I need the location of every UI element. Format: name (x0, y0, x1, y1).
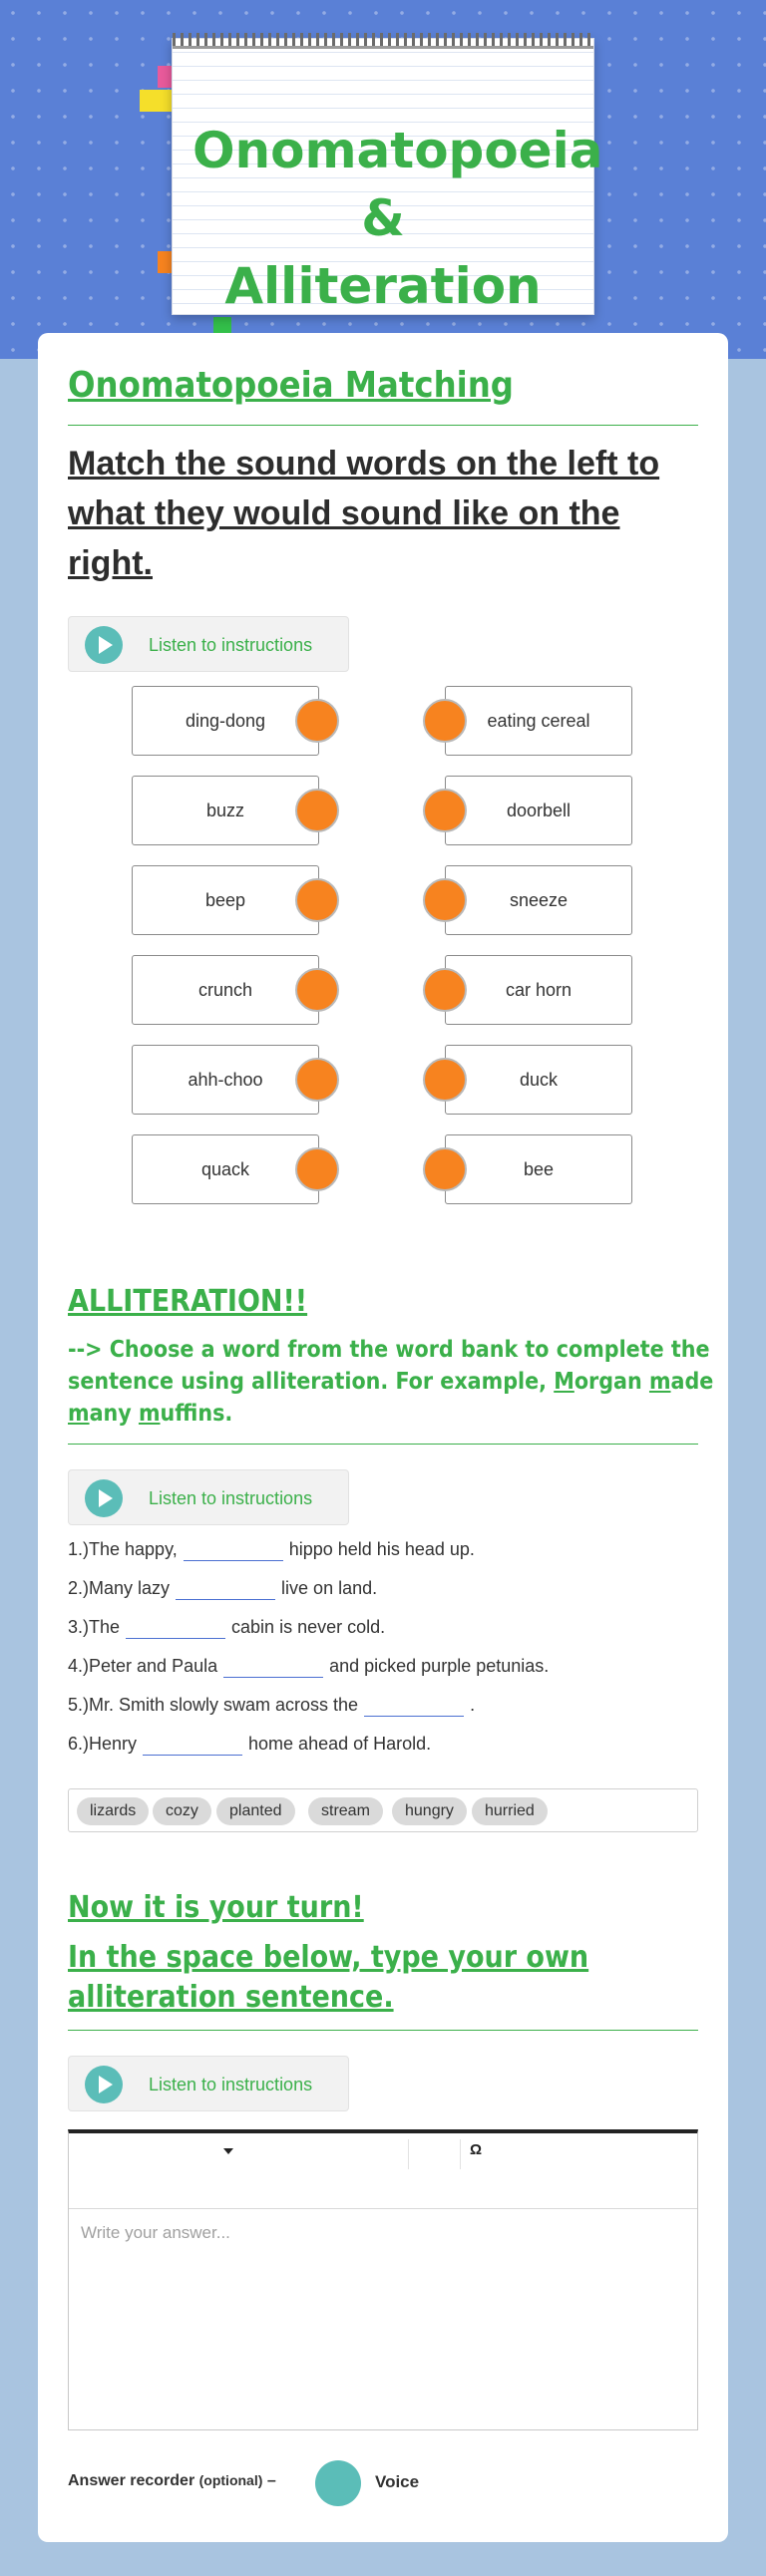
match-right-item[interactable]: car horn (445, 955, 632, 1025)
ex-word: uffins. (160, 1401, 233, 1427)
word-bank-chip[interactable]: stream (308, 1797, 383, 1825)
match-connector-dot[interactable] (295, 699, 339, 743)
answer-editor (68, 2129, 698, 2430)
record-voice-button[interactable] (315, 2460, 361, 2506)
sentence-start: 5.)Mr. Smith slowly swam across the (68, 1695, 359, 1715)
match-connector-dot[interactable] (295, 1058, 339, 1102)
caret-down-icon (223, 2148, 233, 2154)
sentence-row (68, 1539, 475, 1561)
match-connector-dot[interactable] (295, 1147, 339, 1191)
match-connector-dot[interactable] (423, 699, 467, 743)
title-line-2: Alliteration (224, 257, 542, 315)
sentence-start: 2.)Many lazy (68, 1578, 171, 1598)
fill-in-blank[interactable] (184, 1539, 283, 1561)
play-icon (85, 626, 123, 664)
sentence-row (68, 1617, 385, 1639)
sentence-start: 1.)The happy, (68, 1539, 178, 1559)
special-character-button[interactable]: Ω (470, 2141, 483, 2158)
alliteration-instructions (68, 1334, 716, 1430)
your-turn-heading: Now it is your turn! (68, 1890, 364, 1925)
alliteration-heading: ALLITERATION!! (68, 1284, 308, 1319)
recorder-optional: (optional) (198, 2472, 263, 2488)
sentence-start: 3.)The (68, 1617, 121, 1637)
ex-word: organ (574, 1369, 642, 1395)
listen-instructions-button[interactable] (68, 2056, 349, 2111)
ex-word: ade (670, 1369, 714, 1395)
section-divider (68, 2030, 698, 2031)
ex-letter: M (554, 1369, 574, 1395)
ex-letter: m (648, 1369, 671, 1395)
sentence-row (68, 1734, 431, 1756)
match-right-item[interactable]: bee (445, 1134, 632, 1204)
play-icon (85, 1479, 123, 1517)
match-right-item[interactable]: sneeze (445, 865, 632, 935)
section-divider (68, 1444, 698, 1445)
answer-recorder (68, 2456, 467, 2506)
worksheet-card (38, 333, 728, 2542)
toolbar-separator (460, 2139, 461, 2169)
notepad-tab-yellow (140, 90, 176, 112)
fill-in-blank[interactable] (223, 1656, 323, 1678)
format-dropdown[interactable] (69, 2133, 408, 2169)
match-connector-dot[interactable] (423, 789, 467, 832)
sentence-start: 4.)Peter and Paula (68, 1656, 218, 1676)
header-banner (0, 0, 766, 359)
sentence-row (68, 1578, 377, 1600)
word-bank-chip[interactable]: planted (216, 1797, 295, 1825)
listen-instructions-button[interactable] (68, 1469, 349, 1525)
match-connector-dot[interactable] (295, 968, 339, 1012)
section-divider (68, 425, 698, 426)
fill-in-blank[interactable] (143, 1734, 242, 1756)
toolbar-separator (408, 2139, 409, 2169)
match-connector-dot[interactable] (423, 968, 467, 1012)
fill-in-blank[interactable] (176, 1578, 275, 1600)
sentence-end: cabin is never cold. (231, 1617, 386, 1637)
sentence-row (68, 1656, 549, 1678)
sentence-end: home ahead of Harold. (248, 1734, 432, 1754)
recorder-label-text: Answer recorder (68, 2472, 195, 2489)
instr-text: --> Choose a word from the word bank to complete the sentence using alliteration. For example, (68, 1337, 710, 1395)
listen-label: Listen to instructions (149, 635, 313, 655)
sentence-end: hippo held his head up. (288, 1539, 475, 1559)
voice-label: Voice (375, 2472, 420, 2491)
listen-label: Listen to instructions (149, 1488, 313, 1508)
word-bank-chip[interactable]: hungry (392, 1797, 467, 1825)
word-bank (68, 1788, 698, 1832)
match-connector-dot[interactable] (295, 789, 339, 832)
match-left-item[interactable]: quack (132, 1134, 319, 1204)
fill-in-blank[interactable] (364, 1695, 464, 1717)
sentence-end: and picked purple petunias. (329, 1656, 550, 1676)
ex-letter: m (138, 1401, 161, 1427)
answer-textarea[interactable]: Write your answer... (81, 2223, 230, 2242)
your-turn-instructions: In the space below, type your own alliteration sentence. (68, 1940, 589, 2015)
matching-prompt: Match the sound words on the left to what they would sound like on the right. (68, 445, 660, 582)
match-right-item[interactable]: eating cereal (445, 686, 632, 756)
ex-letter: m (68, 1401, 90, 1427)
match-left-item[interactable]: beep (132, 865, 319, 935)
match-connector-dot[interactable] (295, 878, 339, 922)
match-left-item[interactable]: ahh-choo (132, 1045, 319, 1115)
match-left-item[interactable]: crunch (132, 955, 319, 1025)
recorder-dash: – (266, 2472, 276, 2489)
onomatopoeia-heading: Onomatopoeia Matching (68, 365, 514, 406)
sentence-row (68, 1695, 475, 1717)
play-icon (85, 2066, 123, 2103)
match-right-item[interactable]: doorbell (445, 776, 632, 845)
match-left-item[interactable]: ding-dong (132, 686, 319, 756)
recorder-label (68, 2472, 276, 2490)
listen-label: Listen to instructions (149, 2075, 313, 2094)
match-left-item[interactable]: buzz (132, 776, 319, 845)
match-connector-dot[interactable] (423, 1147, 467, 1191)
notepad-graphic (172, 38, 603, 315)
sentence-end: . (470, 1695, 476, 1715)
word-bank-chip[interactable]: cozy (153, 1797, 211, 1825)
ex-word: any (89, 1401, 132, 1427)
fill-in-blank[interactable] (126, 1617, 225, 1639)
match-connector-dot[interactable] (423, 1058, 467, 1102)
title-line-1: Onomatopoeia & (192, 122, 603, 247)
match-right-item[interactable]: duck (445, 1045, 632, 1115)
word-bank-chip[interactable]: lizards (77, 1797, 149, 1825)
sentence-end: live on land. (281, 1578, 378, 1598)
word-bank-chip[interactable]: hurried (472, 1797, 548, 1825)
editor-toolbar (69, 2133, 697, 2209)
match-connector-dot[interactable] (423, 878, 467, 922)
notepad-spiral (173, 33, 593, 49)
listen-instructions-button[interactable] (68, 616, 349, 672)
sentence-start: 6.)Henry (68, 1734, 138, 1754)
page-title (192, 117, 603, 320)
